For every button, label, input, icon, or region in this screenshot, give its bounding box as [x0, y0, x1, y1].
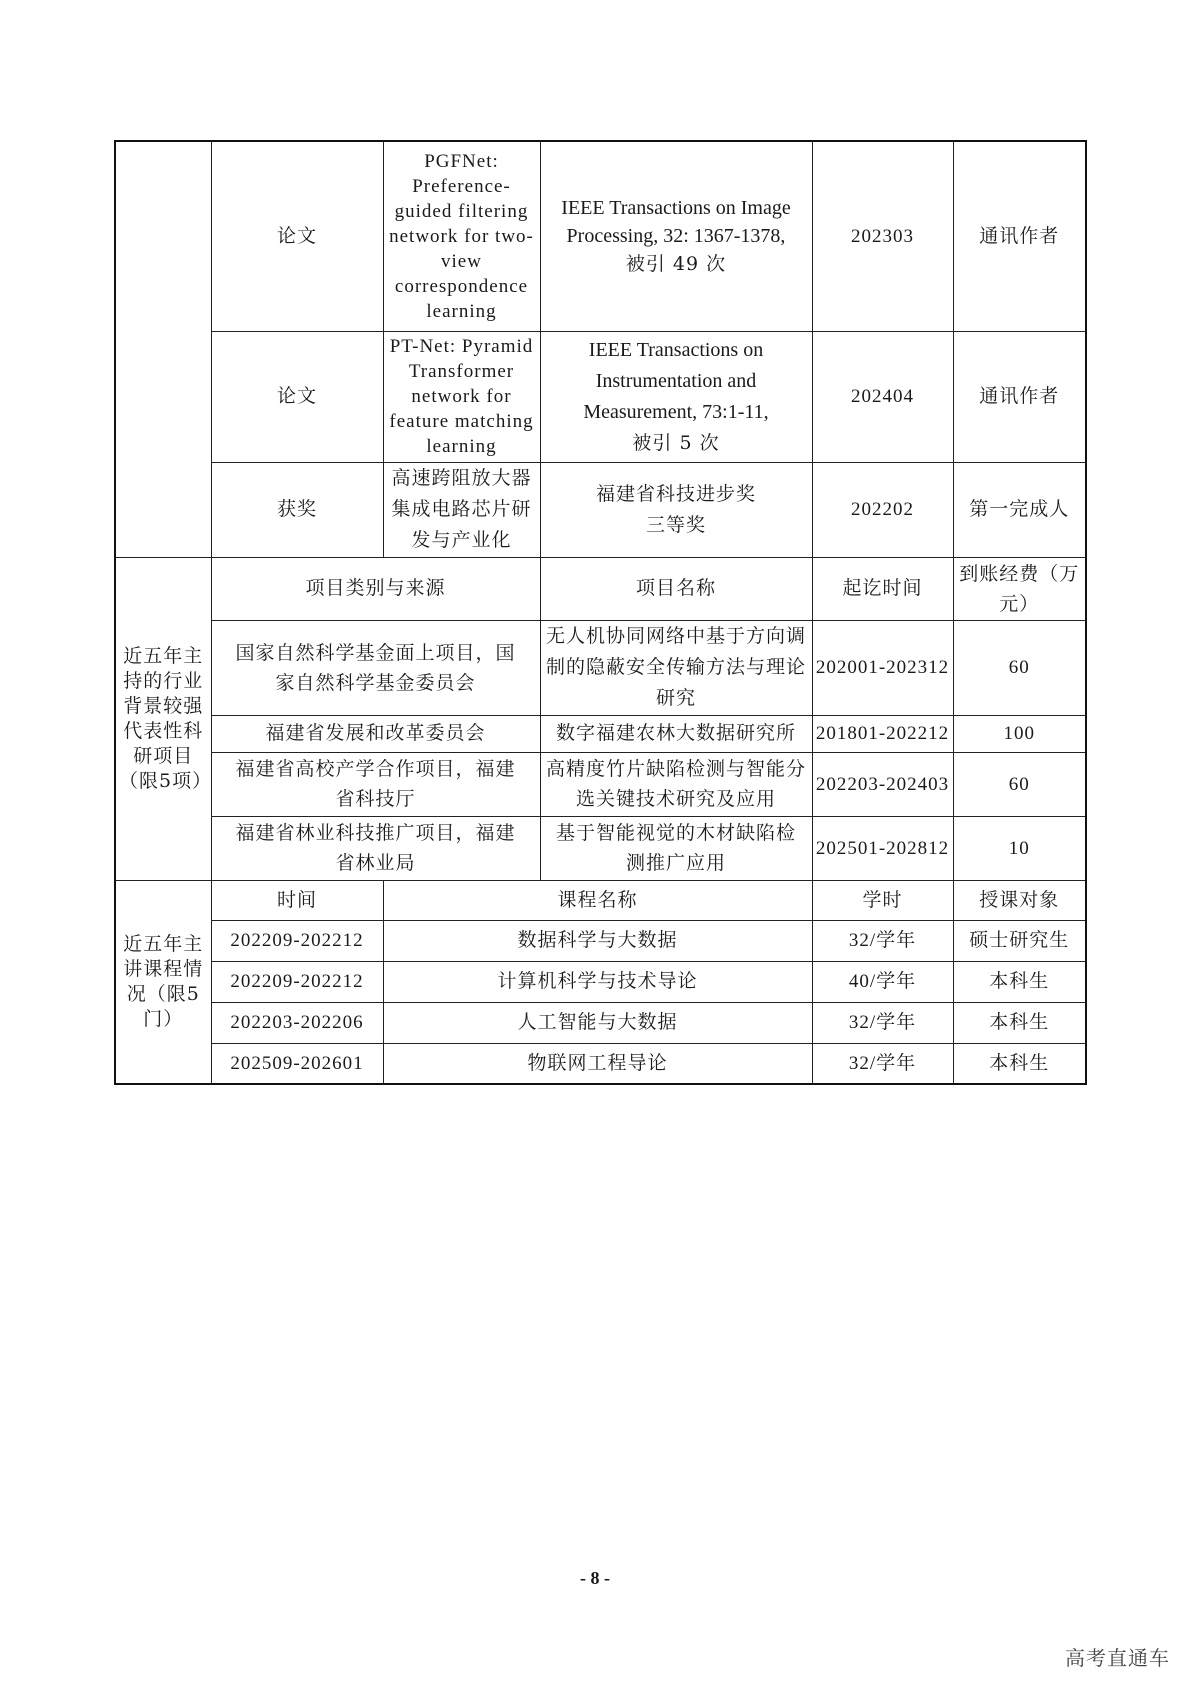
achievement-type: 获奖 — [211, 462, 383, 557]
achievement-source-journal: IEEE Transactions on Instrumentation and Measurement, 73:1-11, — [583, 338, 769, 423]
achievement-date: 202303 — [812, 141, 953, 331]
project-name: 高精度竹片缺陷检测与智能分选关键技术研究及应用 — [540, 752, 812, 816]
course-hours: 32/学年 — [812, 920, 953, 961]
course-time: 202509-202601 — [211, 1043, 383, 1084]
course-row — [115, 920, 1086, 961]
courses-header-audience: 授课对象 — [953, 880, 1086, 920]
project-period: 202501-202812 — [812, 816, 953, 880]
achievement-source — [540, 331, 812, 462]
project-funding: 60 — [953, 620, 1086, 715]
achievement-citations: 被引 49 次 — [625, 253, 727, 276]
achievement-title: PGFNet: Preference-guided filtering network for two-view correspondence learning — [383, 141, 540, 331]
achievement-date: 202202 — [812, 462, 953, 557]
achievement-role: 通讯作者 — [953, 141, 1086, 331]
course-name: 物联网工程导论 — [383, 1043, 812, 1084]
course-hours: 32/学年 — [812, 1002, 953, 1043]
achievement-award-grade: 三等奖 — [645, 513, 706, 536]
course-hours: 32/学年 — [812, 1043, 953, 1084]
project-category: 福建省发展和改革委员会 — [211, 715, 540, 752]
course-time: 202209-202212 — [211, 920, 383, 961]
course-name: 数据科学与大数据 — [383, 920, 812, 961]
project-category: 福建省高校产学合作项目，福建省科技厅 — [211, 752, 540, 816]
course-row — [115, 961, 1086, 1002]
achievement-source — [540, 141, 812, 331]
achievement-citations: 被引 5 次 — [632, 431, 720, 454]
achievement-row — [115, 141, 1086, 331]
achievement-row — [115, 331, 1086, 462]
courses-header-name: 课程名称 — [383, 880, 812, 920]
course-audience: 本科生 — [953, 961, 1086, 1002]
achievement-source — [540, 462, 812, 557]
projects-header-period: 起讫时间 — [812, 557, 953, 620]
projects-header-row — [115, 557, 1086, 620]
course-name: 计算机科学与技术导论 — [383, 961, 812, 1002]
project-row — [115, 816, 1086, 880]
course-time: 202209-202212 — [211, 961, 383, 1002]
achievement-row — [115, 462, 1086, 557]
project-name: 无人机协同网络中基于方向调制的隐蔽安全传输方法与理论研究 — [540, 620, 812, 715]
courses-header-row — [115, 880, 1086, 920]
courses-header-time: 时间 — [211, 880, 383, 920]
achievement-award-name: 福建省科技进步奖 — [595, 482, 756, 505]
projects-header-category: 项目类别与来源 — [211, 557, 540, 620]
projects-header-funding: 到账经费（万元） — [953, 557, 1086, 620]
courses-section-label: 近五年主讲课程情况（限5门） — [115, 880, 211, 1084]
project-period: 202203-202403 — [812, 752, 953, 816]
project-row — [115, 715, 1086, 752]
course-audience: 本科生 — [953, 1043, 1086, 1084]
achievement-role: 第一完成人 — [953, 462, 1086, 557]
course-time: 202203-202206 — [211, 1002, 383, 1043]
project-row — [115, 752, 1086, 816]
watermark: 高考直通车 — [1065, 1646, 1170, 1670]
achievements-table — [114, 140, 1087, 1085]
project-funding: 100 — [953, 715, 1086, 752]
course-audience: 硕士研究生 — [953, 920, 1086, 961]
project-period: 201801-202212 — [812, 715, 953, 752]
course-name: 人工智能与大数据 — [383, 1002, 812, 1043]
project-period: 202001-202312 — [812, 620, 953, 715]
project-name: 数字福建农林大数据研究所 — [540, 715, 812, 752]
course-row — [115, 1002, 1086, 1043]
achievements-label-cell — [115, 141, 211, 557]
projects-section-label: 近五年主持的行业背景较强代表性科研项目（限5项） — [115, 557, 211, 880]
course-row — [115, 1043, 1086, 1084]
project-category: 国家自然科学基金面上项目，国家自然科学基金委员会 — [211, 620, 540, 715]
achievement-source-journal: IEEE Transactions on Image Processing, 32: 1367-1378, — [561, 197, 791, 248]
course-hours: 40/学年 — [812, 961, 953, 1002]
achievement-type: 论文 — [211, 331, 383, 462]
courses-header-hours: 学时 — [812, 880, 953, 920]
achievement-date: 202404 — [812, 331, 953, 462]
achievement-type: 论文 — [211, 141, 383, 331]
course-audience: 本科生 — [953, 1002, 1086, 1043]
achievement-title: PT-Net: Pyramid Transformer network for feature matching learning — [383, 331, 540, 462]
project-funding: 10 — [953, 816, 1086, 880]
achievement-title: 高速跨阻放大器集成电路芯片研发与产业化 — [383, 462, 540, 557]
projects-header-name: 项目名称 — [540, 557, 812, 620]
project-funding: 60 — [953, 752, 1086, 816]
project-name: 基于智能视觉的木材缺陷检测推广应用 — [540, 816, 812, 880]
project-row — [115, 620, 1086, 715]
page-number: - 8 - — [580, 1568, 610, 1588]
project-category: 福建省林业科技推广项目，福建省林业局 — [211, 816, 540, 880]
achievement-role: 通讯作者 — [953, 331, 1086, 462]
